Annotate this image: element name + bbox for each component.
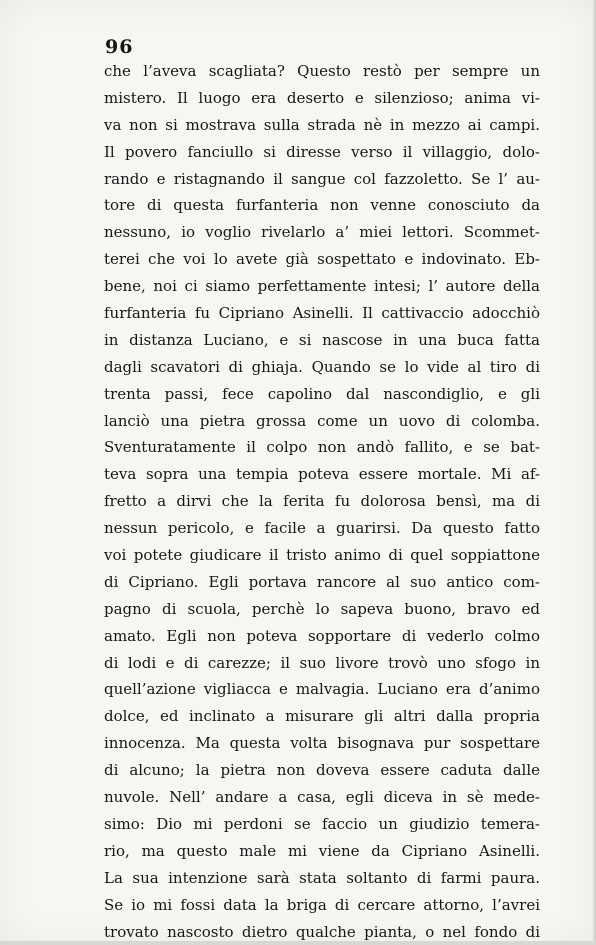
text-line: furfanteria fu Cipriano Asinelli. Il cattivaccio adocchiò bbox=[104, 304, 540, 323]
text-line: pagno di scuola, perchè lo sapeva buono, bravo ed bbox=[104, 599, 540, 618]
text-line: terei che voi lo avete già sospettato e indovinato. Eb- bbox=[104, 250, 540, 269]
text-line: mistero. Il luogo era deserto e silenzioso; anima vi- bbox=[104, 88, 540, 107]
text-line: rio, ma questo male mi viene da Cipriano Asinelli. bbox=[104, 841, 540, 860]
text-line: di Cipriano. Egli portava rancore al suo antico com- bbox=[104, 572, 540, 591]
text-line: dagli scavatori di ghiaja. Quando se lo vide al tiro di bbox=[104, 357, 540, 376]
text-line: dolce, ed inclinato a misurare gli altri dalla propria bbox=[104, 707, 540, 726]
text-line: fretto a dirvi che la ferita fu dolorosa bensì, ma di bbox=[104, 492, 540, 511]
text-line: lanciò una pietra grossa come un uovo di colomba. bbox=[104, 411, 540, 430]
text-line: bene, noi ci siamo perfettamente intesi; l’ autore della bbox=[104, 277, 540, 296]
text-line: tore di questa furfanteria non venne conosciuto da bbox=[104, 196, 540, 215]
text-line: innocenza. Ma questa volta bisognava pur sospettare bbox=[104, 734, 540, 753]
text-line: teva sopra una tempia poteva essere mortale. Mi af- bbox=[104, 465, 540, 484]
text-line: nuvole. Nell’ andare a casa, egli diceva in sè mede- bbox=[104, 788, 540, 807]
text-line: voi potete giudicare il tristo animo di quel soppiattone bbox=[104, 546, 540, 565]
text-line: di alcuno; la pietra non doveva essere caduta dalle bbox=[104, 761, 540, 780]
text-line: va non si mostrava sulla strada nè in mezzo ai campi. bbox=[104, 115, 540, 134]
text-line: nessun pericolo, e facile a guarirsi. Da questo fatto bbox=[104, 519, 540, 538]
text-line: Il povero fanciullo si diresse verso il villaggio, dolo- bbox=[104, 142, 540, 161]
page-number: 96 bbox=[105, 36, 134, 58]
text-line: trenta passi, fece capolino dal nascondiglio, e gli bbox=[104, 384, 540, 403]
body-text bbox=[104, 58, 540, 945]
page-bottom-edge bbox=[0, 941, 596, 945]
text-line: nessuno, io voglio rivelarlo a’ miei lettori. Scommet- bbox=[104, 223, 540, 242]
text-line: rando e ristagnando il sangue col fazzoletto. Se l’ au- bbox=[104, 169, 540, 188]
text-line: simo: Dio mi perdoni se faccio un giudizio temera- bbox=[104, 814, 540, 833]
text-line: La sua intenzione sarà stata soltanto di farmi paura. bbox=[104, 868, 540, 887]
text-line: amato. Egli non poteva sopportare di vederlo colmo bbox=[104, 626, 540, 645]
page-edge-shadow bbox=[592, 0, 596, 945]
text-line: quell’azione vigliacca e malvagia. Luciano era d’animo bbox=[104, 680, 540, 699]
text-line: Se io mi fossi data la briga di cercare attorno, l’avrei bbox=[104, 895, 540, 914]
text-line: che l’aveva scagliata? Questo restò per sempre un bbox=[104, 62, 540, 80]
text-line: in distanza Luciano, e si nascose in una buca fatta bbox=[104, 330, 540, 349]
text-line: di lodi e di carezze; il suo livore trovò uno sfogo in bbox=[104, 653, 540, 672]
text-line: Sventuratamente il colpo non andò fallito, e se bat- bbox=[104, 438, 540, 457]
text-line: trovato nascosto dietro qualche pianta, o nel fondo di bbox=[104, 922, 540, 941]
